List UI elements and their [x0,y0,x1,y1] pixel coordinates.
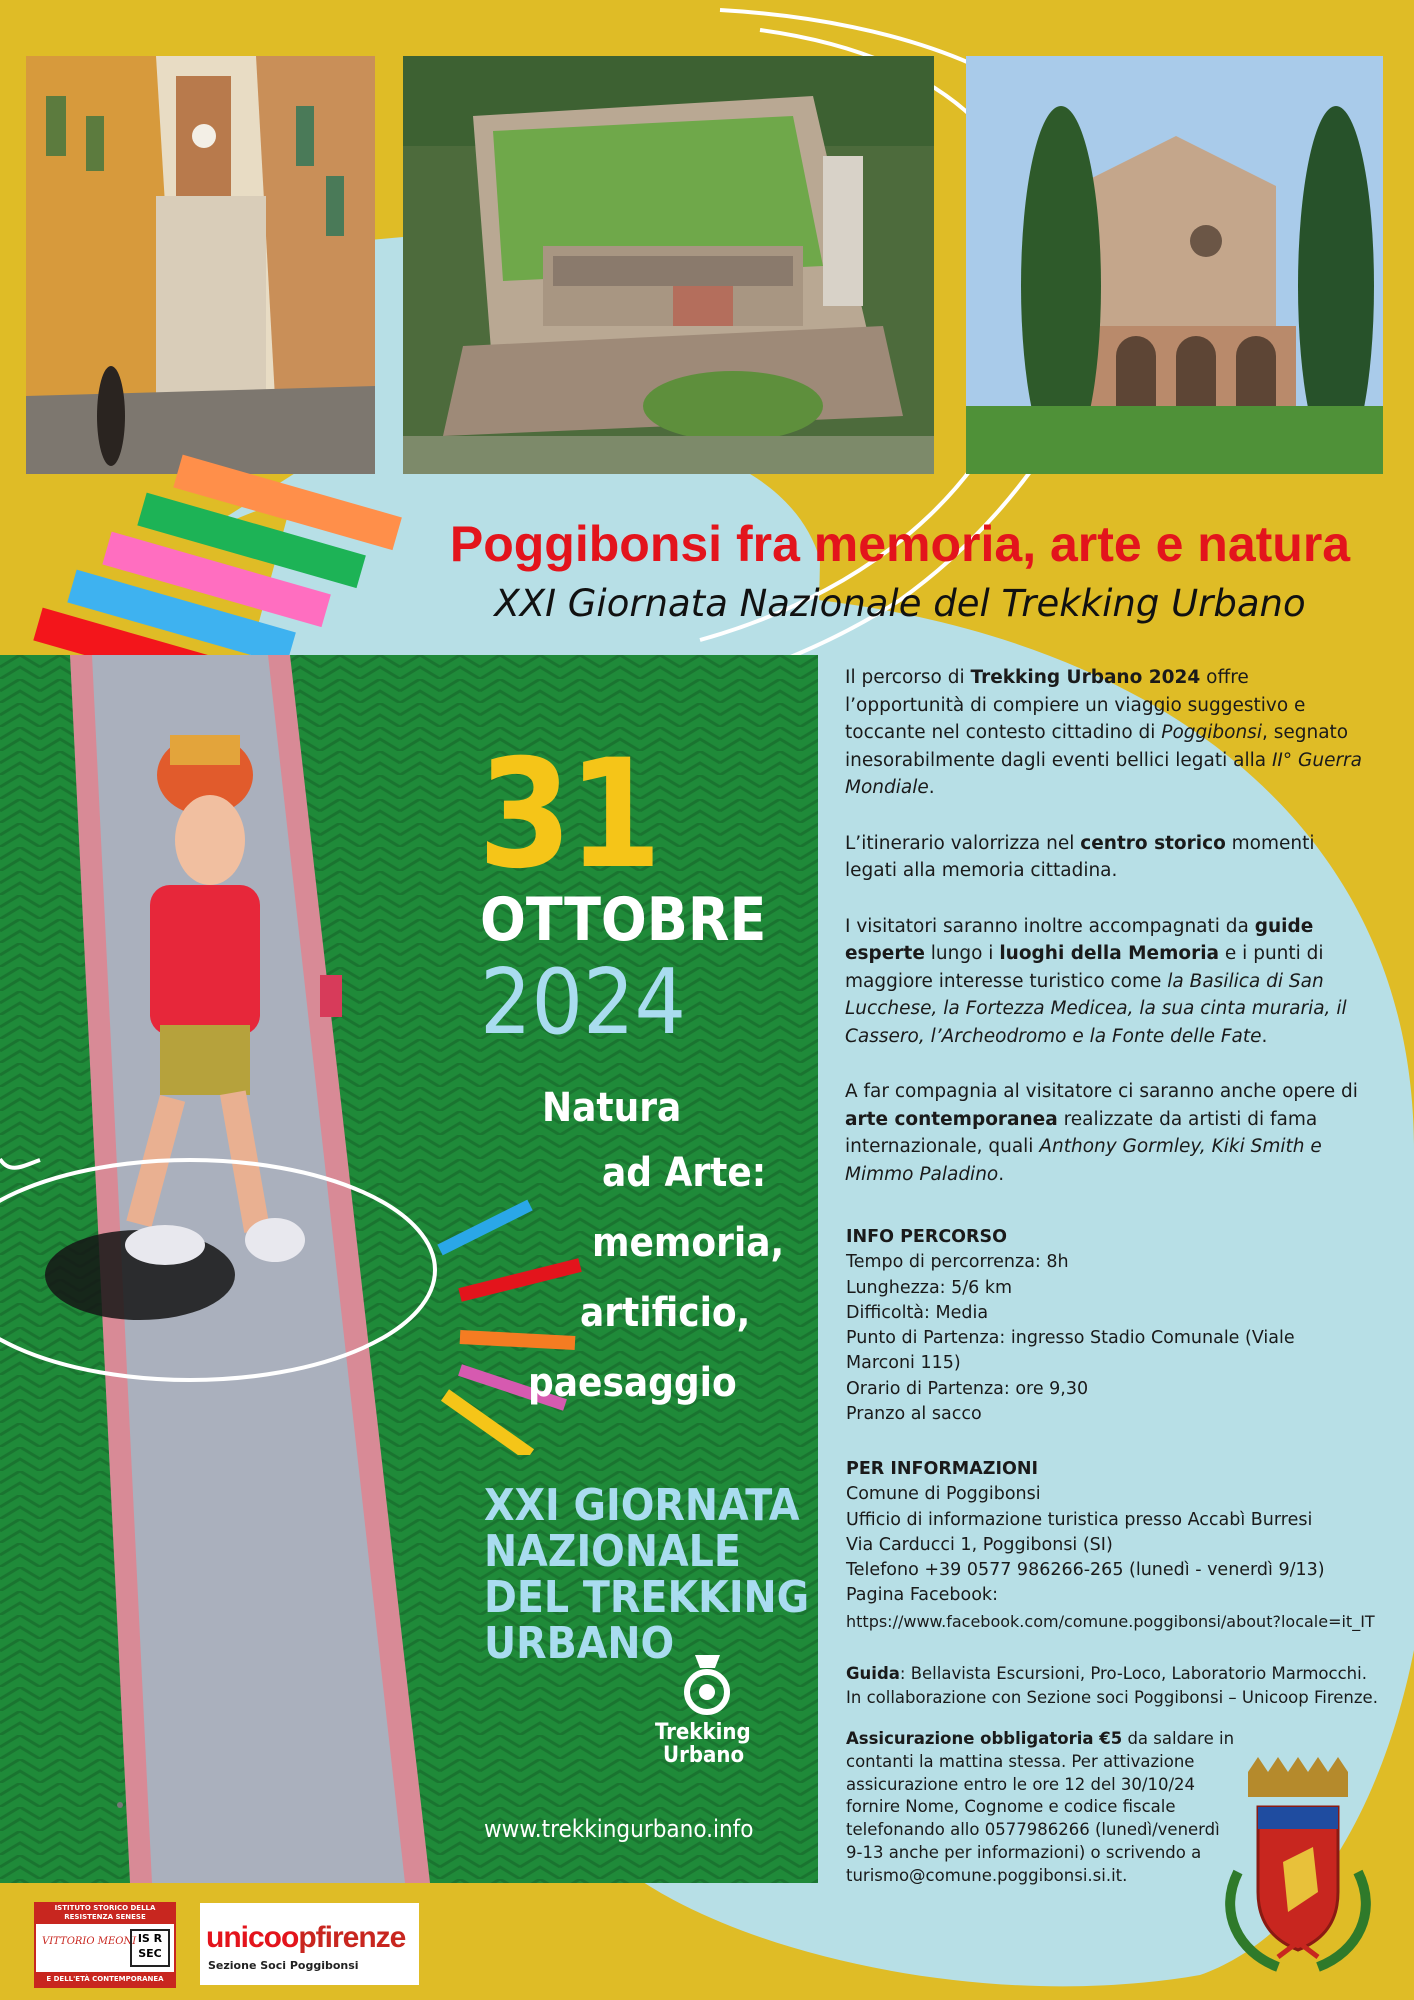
contact-line: Via Carducci 1, Poggibonsi (SI) [846,1534,1113,1555]
fortress-aerial-photo [403,56,934,474]
event-name-1: XXI GIORNATA [484,1480,800,1531]
paragraph-1: Il percorso di Trekking Urbano 2024 offre l’opportunità di compiere un viaggio suggestivo e toccante nel contesto cittadino di Poggibonsi, segnato inesorabilmente dagli eventi bellici legati alla II° Guerra Mondiale. [845,667,1363,798]
event-name-3: DEL TREKKING [484,1572,810,1623]
info-percorso [846,1225,1386,1427]
info-line: Punto di Partenza: ingresso Stadio Comunale (Viale [846,1328,1295,1349]
church-photo [966,56,1383,474]
trekking-logo-line1: Trekking [655,1720,751,1745]
trekking-logo-icon [675,1650,735,1720]
per-informazioni [846,1457,1386,1634]
isrsec-acronym: SEC [138,1947,162,1960]
guida-section [846,1662,1386,1710]
facebook-link[interactable]: https://www.facebook.com/comune.poggibonsi/about?locale=it_IT [846,1611,1375,1631]
assicurazione-label: Assicurazione obbligatoria €5 [846,1729,1123,1748]
event-poster [0,655,818,1883]
info-line: Orario di Partenza: ore 9,30 [846,1378,1089,1399]
theme-line-2: ad Arte: [602,1150,767,1196]
unicoop-logo [200,1903,419,1985]
info-line: Pranzo al sacco [846,1404,982,1425]
info-percorso-heading: INFO PERCORSO [846,1227,1008,1247]
poggibonsi-coat-of-arms [1218,1752,1378,1982]
isrsec-bottom: E DELL'ETÀ CONTEMPORANEA [36,1972,174,1986]
theme-line-4: artificio, [580,1290,751,1336]
event-name-4: URBANO [484,1618,675,1669]
assicurazione-line: assicurazione entro le ore 12 del 30/10/24 [846,1774,1196,1794]
isrsec-line: ISTITUTO STORICO DELLA [54,1904,156,1912]
unicoop-subtitle: Sezione Soci Poggibonsi [208,1959,359,1972]
event-day: 31 [478,728,658,902]
guida-label: Guida [846,1664,900,1683]
info-line: Difficoltà: Media [846,1302,989,1323]
assicurazione-section: Assicurazione obbligatoria €5 da saldare in contanti la mattina stessa. Per attivazione assicurazione entro le ore 12 del 30/10/24 fornire Nome, Cognome e codice fiscale telefonando allo 0577986266 (lunedì/venerdì 9-13 anche per informazioni) o scrivendo a turismo@comune.poggibonsi.si.it. [846,1728,1226,1888]
assicurazione-line: telefonando allo 0577986266 (lunedì/venerdì [846,1820,1220,1840]
paragraph-2: L’itinerario valorrizza nel centro storico momenti legati alla memoria cittadina. [845,832,1315,881]
contact-line: Pagina Facebook: [846,1585,998,1606]
trekking-logo-line2: Urbano [663,1743,745,1768]
theme-line-1: Natura [542,1085,682,1131]
event-month: OTTOBRE [480,885,767,955]
isrsec-name: VITTORIO MEONI [42,1936,137,1947]
assicurazione-line: fornire Nome, Cognome e codice fiscale [846,1797,1176,1817]
paragraph-3: I visitatori saranno inoltre accompagnati da guide esperte lungo i luoghi della Memoria e i punti di maggiore interesse turistico come la Basilica di San Lucchese, la Fortezza Medicea, la sua cinta muraria, il Cassero, l’Archeodromo e la Fonte delle Fate. [845,915,1347,1047]
website-link[interactable]: www.trekkingurbano.info [484,1815,754,1843]
street-photo [26,56,375,474]
page-title: Poggibonsi fra memoria, arte e natura [449,516,1351,572]
info-line: Marconi 115) [846,1353,961,1374]
collaboration-text: In collaborazione con Sezione soci Poggibonsi – Unicoop Firenze. [846,1688,1378,1707]
page-subtitle: XXI Giornata Nazionale del Trekking Urbano [494,582,1306,625]
contact-line: Comune di Poggibonsi [846,1484,1041,1505]
isrsec-logo [34,1902,176,1988]
theme-line-3: memoria, [592,1220,785,1266]
isrsec-acronym: IS R [137,1932,163,1945]
description-text [845,664,1365,1216]
guida-text: : Bellavista Escursioni, Pro-Loco, Laboratorio Marmocchi. [899,1664,1367,1683]
contact-line: Telefono +39 0577 986266-265 (lunedì - venerdì 9/13) [846,1560,1325,1581]
contact-line: Ufficio di informazione turistica presso Accabì Burresi [846,1509,1313,1530]
event-name-2: NAZIONALE [484,1526,741,1577]
isrsec-line: RESISTENZA SENESE [64,1913,146,1921]
assicurazione-line: contanti la mattina stessa. Per attivazione [846,1751,1195,1771]
per-informazioni-heading: PER INFORMAZIONI [846,1459,1039,1479]
email-link[interactable]: turismo@comune.poggibonsi.si.it. [846,1865,1128,1885]
event-year: 2024 [480,950,687,1055]
info-line: Lunghezza: 5/6 km [846,1277,1013,1298]
unicoop-wordmark: unicoopfirenze [206,1921,406,1954]
info-line: Tempo di percorrenza: 8h [846,1252,1069,1273]
assicurazione-line: 9-13 anche per informazioni) o scrivendo a [846,1842,1202,1862]
theme-line-5: paesaggio [528,1360,737,1406]
paragraph-4: A far compagnia al visitatore ci saranno anche opere di arte contemporanea realizzate da artisti di fama internazionale, quali Anthony Gormley, Kiki Smith e Mimmo Paladino. [845,1081,1358,1185]
